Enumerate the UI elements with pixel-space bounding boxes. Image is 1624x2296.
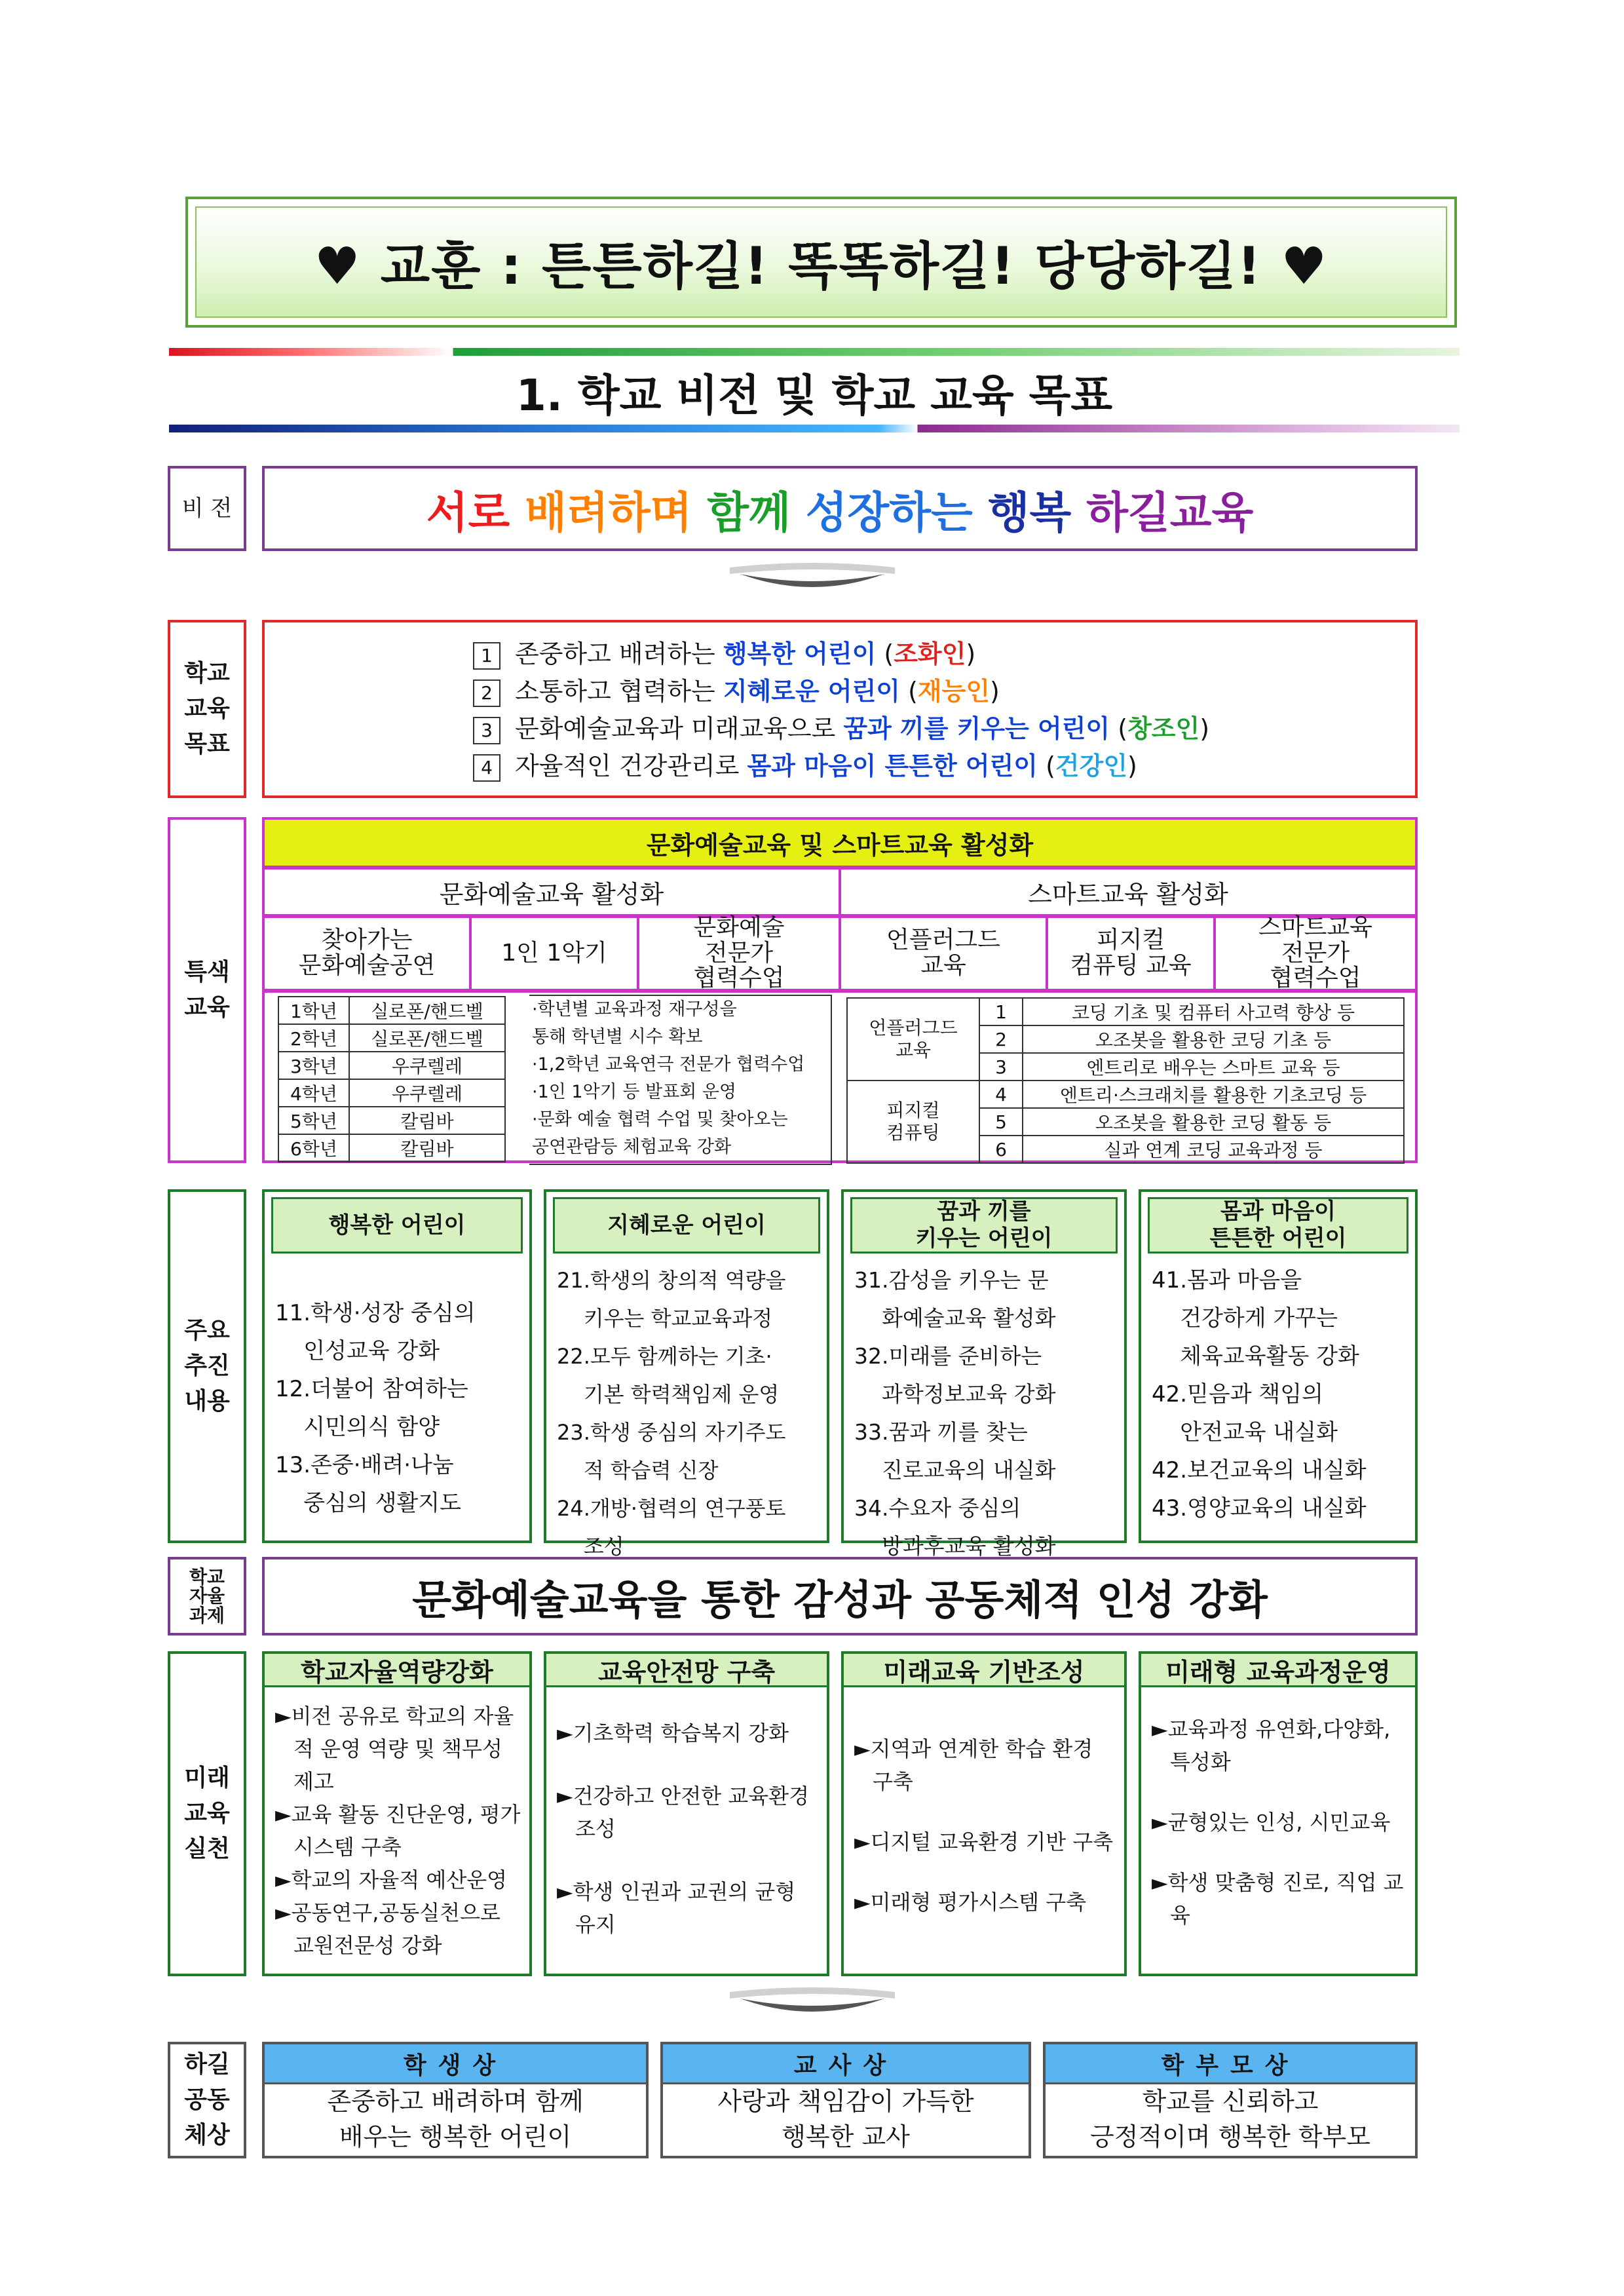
instrument-cell: 칼림바 [349,1107,505,1134]
autonomy-label: 학교 자율 과제 [168,1557,246,1636]
goal-item: 3 문화예술교육과 미래교육으로 꿈과 끼를 키우는 어린이 (창조인) [473,710,1415,748]
grade-cell: 1학년 [278,997,349,1024]
instrument-cell: 우쿠렐레 [349,1079,505,1107]
coding-num: 6 [979,1136,1023,1163]
goal-text: 문화예술교육과 미래교육으로 [515,714,844,743]
sub-program: 찾아가는 문화예술공연 [262,915,472,991]
tasks-label: 주요 추진 내용 [168,1189,246,1543]
future-column [1139,1651,1418,1976]
future-item: ►학생 맞춤형 진로, 직업 교육 [1152,1870,1404,1928]
note-line: 통해 학년별 시수 확보 [532,1027,703,1047]
grade-cell: 2학년 [278,1024,349,1052]
task-head: 꿈과 끼를 키우는 어린이 [850,1197,1118,1253]
community-body: 학교를 신뢰하고 긍정적이며 행복한 학부모 [1090,2087,1370,2151]
task-body: 31.감성을 키우는 문 화예술교육 활성화 32.미래를 준비하는 과학정보교육 강화 33.꿈과 끼를 찾는 진로교육의 내실화 34.수요자 중심의 방과후교육 활성화 [854,1267,1056,1559]
task-head: 지혜로운 어린이 [553,1197,820,1253]
coding-text: 오조봇을 활용한 코딩 기초 등 [1023,1025,1404,1053]
future-item: ►디지털 교육환경 기반 구축 [854,1829,1114,1854]
autonomy-task: 문화예술교육을 통한 감성과 공동체적 인성 강화 [262,1557,1418,1636]
future-head: 미래교육 기반조성 [844,1654,1124,1687]
goal-item: 2 소통하고 협력하는 지혜로운 어린이 (재능인) [473,673,1415,710]
future-body [557,1717,821,1968]
coding-num: 1 [979,998,1023,1025]
instrument-cell: 칼림바 [349,1134,505,1162]
table-row [278,1024,505,1052]
future-head: 학교자율역량강화 [265,1654,529,1687]
decorative-rule-bottom [169,425,1460,432]
task-column [1139,1189,1418,1543]
future-item: ►교육과정 유연화,다양화, 특성화 [1152,1717,1391,1774]
future-body [275,1700,524,1968]
goal-key: 꿈과 끼를 키우는 어린이 [843,714,1110,743]
grade-cell: 5학년 [278,1107,349,1134]
school-motto: ♥ 교훈 : 튼튼하길! 똑똑하길! 당당하길! ♥ [195,206,1447,318]
coding-table [846,997,1405,1164]
vision-word: 하길교육 [1086,487,1254,538]
sub-program: 언플러그드 교육 [839,915,1048,991]
coding-num: 3 [979,1053,1023,1081]
instrument-cell: 우쿠렐레 [349,1052,505,1079]
sub-program: 피지컬 컴퓨팅 교육 [1046,915,1216,991]
future-body [1152,1713,1410,1968]
future-item: ►교육 활동 진단운영, 평가시스템 구축 [275,1802,521,1860]
vision-word: 서로 [426,487,510,538]
goal-number: 4 [473,754,500,782]
goal-key: 지혜로운 어린이 [723,677,901,706]
goal-tag: 조화인 [894,640,966,668]
vision-label: 비 전 [168,466,246,551]
future-label: 미래 교육 실천 [168,1651,246,1976]
goals-list [262,620,1418,798]
goal-item: 1 존중하고 배려하는 행복한 어린이 (조화인) [473,636,1415,673]
section-title: 1. 학교 비전 및 학교 교육 목표 [516,370,1113,421]
note-line: 공연관람등 체험교육 강화 [532,1137,732,1157]
goal-tag: 재능인 [917,677,991,706]
task-head: 몸과 마음이 튼튼한 어린이 [1148,1197,1408,1253]
goal-tag: 건강인 [1055,752,1128,780]
future-body [854,1732,1119,1968]
coding-num: 2 [979,1025,1023,1053]
coding-text: 오조봇을 활용한 코딩 활동 등 [1023,1108,1404,1136]
goal-number: 2 [473,679,500,707]
table-row [278,1052,505,1079]
goal-text: 자율적인 건강관리로 [515,752,747,780]
coding-text: 실과 연계 코딩 교육과정 등 [1023,1136,1404,1163]
future-column [544,1651,829,1976]
arts-notes [529,995,832,1165]
sub-program: 문화예술 전문가 협력수업 [637,915,841,991]
coding-group: 언플러그드 교육 [847,998,979,1081]
goal-key: 행복한 어린이 [723,640,877,668]
goals-label: 학교 교육 목표 [168,620,246,798]
task-body: 41.몸과 마음을 건강하게 가꾸는 체육교육활동 강화 42.믿음과 책임의 안전교육 내실화 42.보건교육의 내실화 43.영양교육의 내실화 [1152,1267,1367,1521]
future-head: 교육안전망 구축 [546,1654,827,1687]
community-label: 하길 공동 체상 [168,2042,246,2158]
community-head: 학생상 [265,2044,646,2084]
future-item: ►미래형 평가시스템 구축 [854,1890,1087,1915]
coding-num: 4 [979,1081,1023,1108]
decorative-rule-top [169,348,1460,356]
goal-tag: 창조인 [1127,714,1200,743]
community-body: 존중하고 배려하며 함께 배우는 행복한 어린이 [327,2087,584,2151]
table-row [278,1079,505,1107]
future-item: ►건강하고 안전한 교육환경 조성 [557,1784,809,1841]
table-row [847,1081,1404,1108]
future-item: ►학생 인권과 교권의 균형 유지 [557,1879,796,1937]
goal-item: 4 자율적인 건강관리로 몸과 마음이 튼튼한 어린이 (건강인) [473,748,1415,785]
future-item: ►균형있는 인성, 시민교육 [1152,1810,1391,1835]
vision-word: 배려하며 [525,487,692,538]
table-row [847,998,1404,1025]
goal-number: 1 [473,642,500,670]
chevron-down-icon [727,562,897,602]
note-line: ·문화 예술 협력 수업 및 찾아오는 [532,1109,788,1130]
community-body: 사랑과 책임감이 가득한 행복한 교사 [717,2087,974,2151]
goal-number: 3 [473,717,500,744]
arts-education-head: 문화예술교육 활성화 [262,867,841,917]
task-column [262,1189,532,1543]
grade-cell: 3학년 [278,1052,349,1079]
sub-program: 스마트교육 전문가 협력수업 [1213,915,1418,991]
future-column [841,1651,1127,1976]
coding-group: 피지컬 컴퓨팅 [847,1081,979,1163]
instrument-cell: 실로폰/핸드벨 [349,997,505,1024]
special-label: 특색 교육 [168,817,246,1163]
grade-cell: 6학년 [278,1134,349,1162]
future-head: 미래형 교육과정운영 [1141,1654,1415,1687]
goal-text: 소통하고 협력하는 [515,677,723,706]
vision-statement [262,466,1418,551]
future-item: ►지역과 연계한 학습 환경 구축 [854,1736,1093,1794]
table-row [278,997,505,1024]
coding-text: 코딩 기초 및 컴퓨터 사고력 향상 등 [1023,998,1404,1025]
future-item: ►비전 공유로 학교의 자율적 운영 역량 및 책무성 제고 [275,1704,514,1794]
grade-cell: 4학년 [278,1079,349,1107]
community-column [1043,2042,1418,2158]
goal-text: 존중하고 배려하는 [515,640,723,668]
note-line: ·1인 1악기 등 발표회 운영 [532,1082,737,1102]
instrument-table [278,996,506,1162]
table-row [278,1134,505,1162]
community-column [660,2042,1031,2158]
vision-word: 함께 [707,487,791,538]
task-head: 행복한 어린이 [271,1197,523,1253]
vision-word: 행복 [987,487,1072,538]
task-body: 11.학생·성장 중심의 인성교육 강화 12.더불어 참여하는 시민의식 함양 13.존중·배려·나눔 중심의 생활지도 [275,1300,476,1516]
chevron-down-icon [727,1987,897,2026]
instrument-cell: 실로폰/핸드벨 [349,1024,505,1052]
community-column [262,2042,649,2158]
table-row [278,1107,505,1134]
task-column [841,1189,1127,1559]
task-column [544,1189,829,1559]
goal-key: 몸과 마음이 튼튼한 어린이 [747,752,1038,780]
future-column [262,1651,532,1976]
coding-text: 엔트리·스크래치를 활용한 기초코딩 등 [1023,1081,1404,1108]
community-head: 학부모상 [1046,2044,1415,2084]
future-item: ►학교의 자율적 예산운영 [275,1867,508,1892]
coding-num: 5 [979,1108,1023,1136]
future-item: ►기초학력 학습복지 강화 [557,1721,789,1746]
special-header: 문화예술교육 및 스마트교육 활성화 [262,817,1418,868]
note-line: ·학년별 교육과정 재구성을 [532,999,737,1020]
future-item: ►공동연구,공동실천으로 교원전문성 강화 [275,1900,500,1958]
vision-word: 성장하는 [805,487,973,538]
note-line: ·1,2학년 교육연극 전문가 협력수업 [532,1054,805,1075]
task-body: 21.학생의 창의적 역량을 키우는 학교교육과정 22.모두 함께하는 기초· 기본 학력책임제 운영 23.학생 중심의 자기주도 적 학습력 신장 24.개방·협력의 연구풍토 조성 [557,1268,786,1559]
smart-education-head: 스마트교육 활성화 [839,867,1418,917]
community-head: 교사상 [663,2044,1029,2084]
sub-program: 1인 1악기 [469,915,639,991]
coding-text: 엔트리로 배우는 스마트 교육 등 [1023,1053,1404,1081]
